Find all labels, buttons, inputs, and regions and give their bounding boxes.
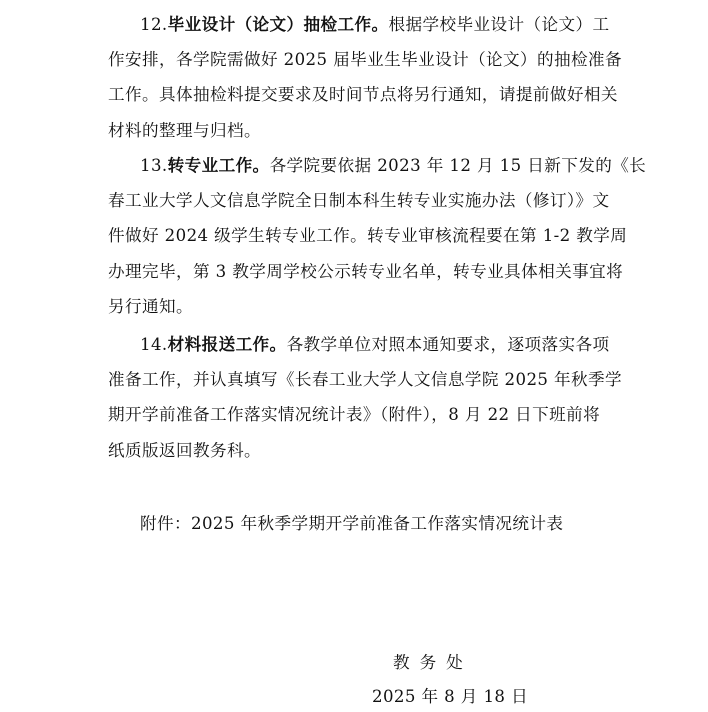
paragraph-line: 12.毕业设计（论文）抽检工作。根据学校毕业设计（论文）工	[140, 14, 610, 34]
signature-date: 2025 年 8 月 18 日	[372, 687, 529, 706]
paragraph-line: 14.材料报送工作。各教学单位对照本通知要求，逐项落实各项	[140, 334, 610, 354]
paragraph-line: 工作。具体抽检料提交要求及时间节点将另行通知，请提前做好相关	[108, 85, 618, 105]
attachment-note: 附件：2025 年秋季学期开学前准备工作落实情况统计表	[140, 514, 564, 533]
signature-office: 教务处	[393, 653, 473, 672]
paragraph-line: 纸质版返回教务科。	[108, 440, 261, 460]
section-heading: 材料报送工作。	[167, 334, 287, 354]
paragraph-line: 件做好 2024 级学生转专业工作。转专业审核流程要在第 1-2 教学周	[108, 226, 628, 246]
section-number: 14.	[140, 335, 168, 354]
paragraph-line: 春工业大学人文信息学院全日制本科生转专业实施办法（修订）》文	[108, 191, 610, 211]
paragraph-line: 另行通知。	[108, 296, 193, 316]
section-13-paragraph	[108, 148, 647, 324]
section-12-paragraph	[108, 7, 623, 148]
paragraph-line: 13.转专业工作。各学院要依据 2023 年 12 月 15 日新下发的《长	[140, 155, 647, 175]
paragraph-line: 办理完毕，第 3 教学周学校公示转专业名单，转专业具体相关事宜将	[108, 261, 624, 281]
section-heading: 转专业工作。	[167, 155, 270, 175]
paragraph-line: 期开学前准备工作落实情况统计表》（附件），8 月 22 日下班前将	[108, 405, 601, 425]
section-heading: 毕业设计（论文）抽检工作。	[167, 14, 389, 34]
section-number: 13.	[140, 156, 168, 175]
section-number: 12.	[140, 15, 168, 34]
paragraph-line: 准备工作，并认真填写《长春工业大学人文信息学院 2025 年秋季学	[108, 370, 623, 390]
paragraph-line: 材料的整理与归档。	[108, 120, 261, 140]
paragraph-line: 作安排，各学院需做好 2025 届毕业生毕业设计（论文）的抽检准备	[108, 50, 623, 70]
section-14-paragraph	[108, 327, 623, 468]
